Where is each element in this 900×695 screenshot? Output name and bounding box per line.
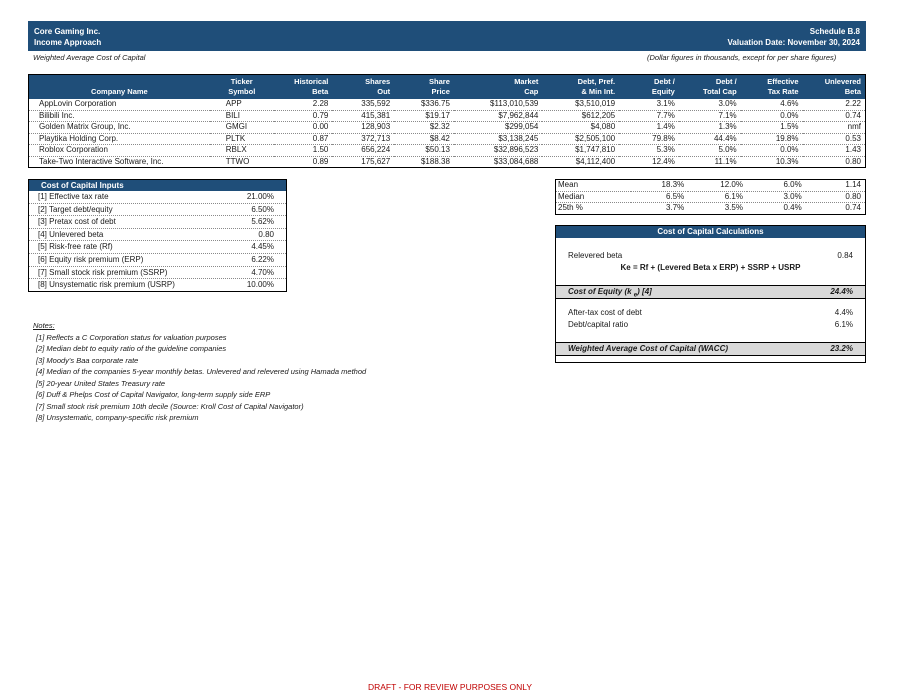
debt-capital-ratio-value: 6.1%: [834, 320, 853, 329]
company-name-cell: Take-Two Interactive Software, Inc.: [29, 156, 210, 168]
table-cell: 4.6%: [741, 99, 803, 110]
company-name-cell: Bilibili Inc.: [29, 110, 210, 122]
cost-of-equity-formula: Ke = Rf + (Levered Beta x ERP) + SSRP + USRP: [620, 263, 801, 272]
notes-heading: Notes:: [33, 321, 55, 330]
table-cell: 0.00: [274, 122, 333, 134]
stat-value: 18.3%: [631, 180, 688, 192]
stat-value: 0.74: [845, 203, 861, 212]
input-value: 4.70%: [251, 267, 274, 277]
debt-capital-ratio-row: [568, 320, 853, 329]
table-cell: $19.17: [394, 110, 454, 122]
table-cell: $7,962,844: [454, 110, 542, 122]
stat-value: 1.14: [806, 180, 866, 192]
footnotes: [33, 320, 366, 424]
company-name-cell: Playtika Holding Corp.: [29, 133, 210, 145]
table-row: [29, 133, 866, 145]
stat-value: 3.5%: [724, 203, 743, 212]
table-cell: 372,713: [332, 133, 394, 145]
table-cell: 2.28: [274, 99, 333, 110]
draft-watermark: DRAFT - FOR REVIEW PURPOSES ONLY: [367, 682, 533, 692]
column-header: Market Cap: [454, 75, 542, 100]
column-header: Debt / Total Cap: [679, 75, 741, 100]
guideline-companies-table: [28, 74, 866, 168]
stat-value: 0.80: [806, 191, 866, 203]
after-tax-cost-of-debt-label: After-tax cost of debt: [568, 308, 642, 317]
table-cell: 7.1%: [679, 110, 741, 122]
table-row: [29, 99, 866, 110]
column-header: Company Name: [29, 75, 210, 100]
table-cell: nmf: [803, 122, 866, 134]
input-value: 21.00%: [246, 192, 274, 201]
input-row: [29, 216, 286, 229]
table-cell: 5.3%: [619, 145, 679, 157]
note-item: [5] 20-year United States Treasury rate: [36, 378, 166, 388]
input-label: [7] Small stock risk premium (SSRP): [38, 267, 168, 277]
stat-value: 6.5%: [631, 191, 688, 203]
ticker-cell: APP: [210, 99, 274, 110]
ticker-cell: TTWO: [210, 156, 274, 168]
relevered-beta-row: [568, 251, 853, 260]
table-cell: $1,747,810: [542, 145, 619, 157]
note-item: [3] Moody's Baa corporate rate: [36, 355, 139, 365]
valuation-date: Valuation Date: November 30, 2024: [727, 38, 860, 47]
table-cell: 415,381: [332, 110, 394, 122]
cost-of-capital-inputs: [28, 179, 287, 292]
table-cell: $2,505,100: [542, 133, 619, 145]
company-name-cell: AppLovin Corporation: [29, 99, 210, 110]
wacc-row: [556, 342, 865, 356]
ticker-cell: BILI: [210, 110, 274, 122]
cost-of-equity-value: 24.4%: [830, 287, 853, 296]
table-cell: $612,205: [542, 110, 619, 122]
input-label: [2] Target debt/equity: [38, 204, 113, 214]
table-cell: 5.0%: [679, 145, 741, 157]
table-cell: $3,510,019: [542, 99, 619, 110]
table-cell: 12.4%: [619, 156, 679, 168]
table-cell: 0.79: [274, 110, 333, 122]
table-cell: 3.1%: [619, 99, 679, 110]
table-cell: $4,112,400: [542, 156, 619, 168]
note-item: [8] Unsystematic, company-specific risk premium: [36, 413, 199, 422]
stats-row: [556, 203, 866, 215]
table-cell: 656,224: [332, 145, 394, 157]
table-cell: $8.42: [394, 133, 454, 145]
table-cell: $33,084,688: [454, 156, 542, 168]
stat-value: 3.7%: [665, 203, 685, 212]
column-header: Historical Beta: [274, 75, 333, 100]
table-header: [29, 75, 866, 100]
table-cell: $336.75: [394, 99, 454, 110]
table-row: [29, 110, 866, 122]
table-cell: 44.4%: [679, 133, 741, 145]
table-cell: 0.74: [803, 110, 866, 122]
table-cell: 0.53: [803, 133, 866, 145]
input-value: 4.45%: [251, 242, 274, 252]
input-label: [5] Risk-free rate (Rf): [38, 242, 113, 252]
stat-value: 0.4%: [783, 203, 802, 212]
column-header: Share Price: [394, 75, 454, 100]
table-row: [29, 122, 866, 134]
schedule-label: Schedule B.8: [809, 27, 860, 36]
cost-of-capital-calculations: [555, 225, 866, 363]
input-row: [29, 254, 286, 267]
stat-label: Mean: [556, 180, 632, 192]
inputs-title: Cost of Capital Inputs: [29, 180, 286, 191]
table-cell: $3,138,245: [454, 133, 542, 145]
after-tax-cost-of-debt-row: [568, 308, 853, 317]
ticker-cell: PLTK: [210, 133, 274, 145]
table-cell: 19.8%: [741, 133, 803, 145]
note-item: [6] Duff & Phelps Cost of Capital Navigator, long-term supply side ERP: [36, 390, 271, 399]
input-value: 0.80: [258, 229, 274, 239]
input-value: 10.00%: [246, 280, 274, 290]
report-header: [28, 21, 866, 51]
table-cell: 0.0%: [741, 110, 803, 122]
after-tax-cost-of-debt-value: 4.4%: [834, 308, 853, 317]
table-cell: $188.38: [394, 156, 454, 168]
table-cell: $50.13: [394, 145, 454, 157]
calc-title: Cost of Capital Calculations: [556, 226, 865, 238]
stat-value: 6.1%: [688, 191, 747, 203]
company-name-cell: Roblox Corporation: [29, 145, 210, 157]
table-cell: 11.1%: [679, 156, 741, 168]
debt-capital-ratio-label: Debt/capital ratio: [568, 320, 629, 329]
input-row: [29, 229, 286, 242]
column-header: Unlevered Beta: [803, 75, 866, 100]
table-cell: 1.50: [274, 145, 333, 157]
input-value: 5.62%: [251, 217, 274, 227]
table-cell: 2.22: [803, 99, 866, 110]
table-cell: 1.4%: [619, 122, 679, 134]
table-cell: $32,896,523: [454, 145, 542, 157]
column-header: Effective Tax Rate: [741, 75, 803, 100]
input-value: 6.22%: [251, 254, 274, 264]
stat-value: 6.0%: [747, 180, 806, 192]
table-cell: 7.7%: [619, 110, 679, 122]
table-row: [29, 145, 866, 157]
stat-label: 25th %: [558, 203, 583, 212]
table-cell: $2.32: [394, 122, 454, 134]
note-item: [4] Median of the companies 5-year monthly betas. Unlevered and relevered using Hamada method: [36, 367, 367, 376]
approach-label: Income Approach: [34, 38, 102, 47]
input-label: [3] Pretax cost of debt: [38, 217, 116, 227]
note-item: [1] Reflects a C Corporation status for valuation purposes: [36, 332, 227, 342]
table-cell: 1.43: [803, 145, 866, 157]
column-header: Debt / Equity: [619, 75, 679, 100]
column-header: Debt, Pref. & Min Int.: [542, 75, 619, 100]
table-cell: 0.80: [803, 156, 866, 168]
table-row: [29, 156, 866, 168]
cost-of-equity-row: [556, 285, 865, 299]
company-title: Core Gaming Inc.: [34, 27, 101, 36]
relevered-beta-value: 0.84: [837, 251, 853, 260]
note-item: [2] Median debt to equity ratio of the guideline companies: [36, 344, 227, 353]
table-cell: $299,054: [454, 122, 542, 134]
table-cell: 335,592: [332, 99, 394, 110]
stat-value: 3.0%: [747, 191, 806, 203]
wacc-label: Weighted Average Cost of Capital (WACC): [568, 344, 729, 353]
column-header: Ticker Symbol: [210, 75, 274, 100]
report-subtitle: Weighted Average Cost of Capital: [33, 53, 146, 62]
column-header: Shares Out: [332, 75, 394, 100]
stat-value: 12.0%: [688, 180, 747, 192]
input-label: [6] Equity risk premium (ERP): [38, 254, 144, 264]
stats-row: [556, 180, 866, 192]
table-cell: 1.5%: [741, 122, 803, 134]
table-cell: 79.8%: [619, 133, 679, 145]
input-row: [29, 191, 286, 204]
input-row: [29, 279, 286, 291]
note-item: [7] Small stock risk premium 10th decile (Source: Kroll Cost of Capital Navigator): [36, 401, 304, 411]
table-body: [29, 99, 866, 168]
input-row: [29, 204, 286, 217]
table-cell: 3.0%: [679, 99, 741, 110]
input-row: [29, 267, 286, 280]
wacc-value: 23.2%: [830, 344, 853, 353]
input-label: [8] Unsystematic risk premium (USRP): [38, 280, 175, 290]
input-value: 6.50%: [251, 204, 274, 214]
input-row: [29, 241, 286, 254]
table-cell: $113,010,539: [454, 99, 542, 110]
stats-row: [556, 191, 866, 203]
table-cell: 0.0%: [741, 145, 803, 157]
company-name-cell: Golden Matrix Group, Inc.: [29, 122, 210, 134]
table-cell: 0.87: [274, 133, 333, 145]
table-cell: 128,903: [332, 122, 394, 134]
table-cell: 0.89: [274, 156, 333, 168]
units-note: (Dollar figures in thousands, except for per share figures): [647, 53, 837, 62]
cost-of-equity-label: Cost of Equity (k $_e$) [4]: [568, 287, 652, 299]
relevered-beta-label: Relevered beta: [568, 251, 623, 260]
ticker-cell: RBLX: [210, 145, 274, 157]
table-cell: 10.3%: [741, 156, 803, 168]
table-cell: $4,080: [542, 122, 619, 134]
table-cell: 1.3%: [679, 122, 741, 134]
input-label: [4] Unlevered beta: [38, 229, 104, 239]
ticker-cell: GMGI: [210, 122, 274, 134]
stat-label: Median: [556, 191, 632, 203]
input-label: [1] Effective tax rate: [38, 192, 109, 201]
table-cell: 175,627: [332, 156, 394, 168]
summary-statistics-table: [555, 179, 866, 215]
